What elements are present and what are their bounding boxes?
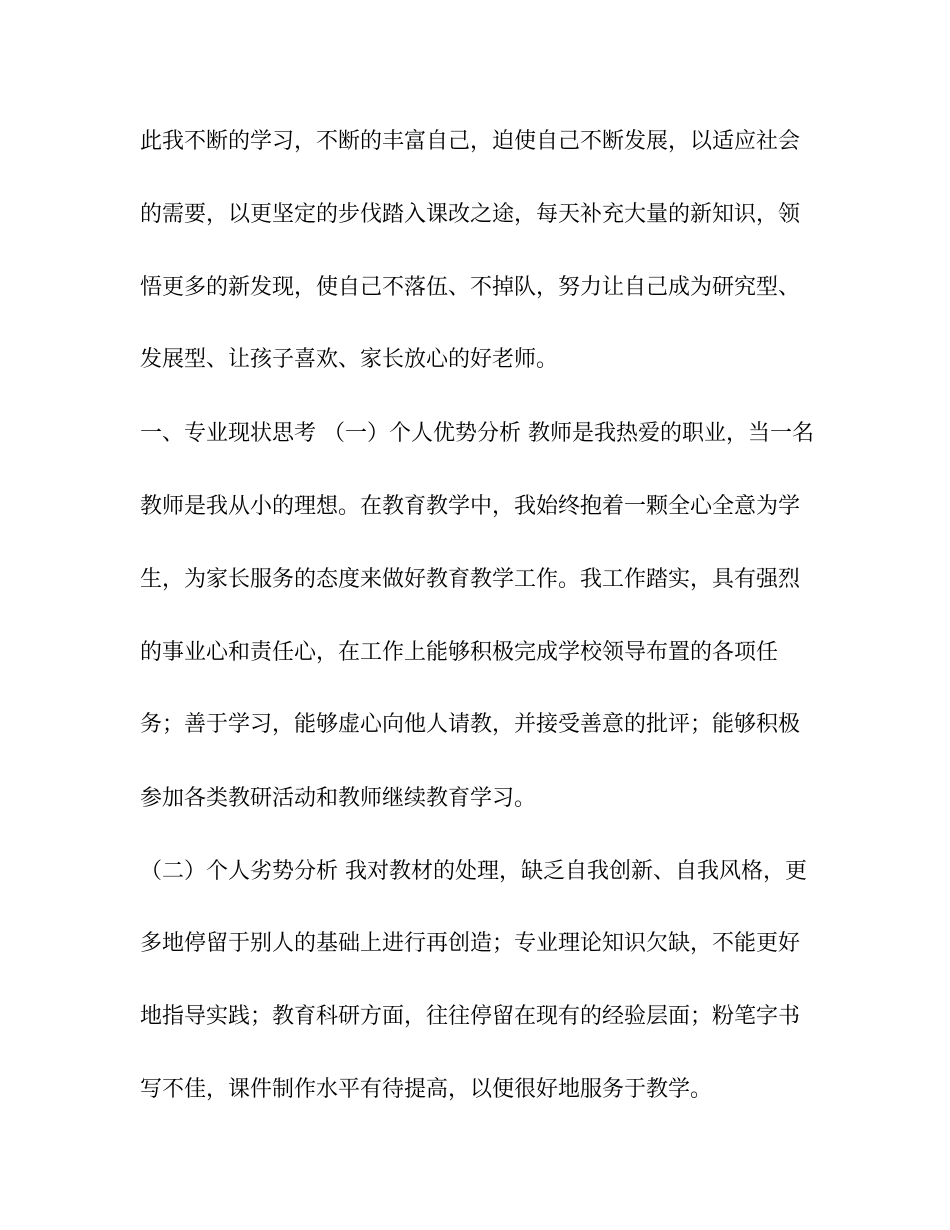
paragraph-1-line-4: 发展型、让孩子喜欢、家长放心的好老师。: [140, 347, 559, 372]
paragraph-3-line-4: 写不佳，课件制作水平有待提高，以便很好地服务于教学。: [140, 1077, 713, 1102]
paragraph-2-line-5: 务；善于学习，能够虚心向他人请教，并接受善意的批评；能够积极: [140, 712, 801, 737]
paragraph-2-line-6: 参加各类教研活动和教师继续教育学习。: [140, 786, 537, 811]
paragraph-3-line-1: （二）个人劣势分析 我对教材的处理，缺乏自我创新、自我风格，更: [140, 859, 807, 884]
paragraph-2-line-2: 教师是我从小的理想。在教育教学中，我始终抱着一颗全心全意为学: [140, 494, 801, 519]
paragraph-2-line-3: 生，为家长服务的态度来做好教育教学工作。我工作踏实，具有强烈: [140, 567, 801, 592]
paragraph-1-line-1: 此我不断的学习，不断的丰富自己，迫使自己不断发展，以适应社会: [140, 129, 801, 154]
paragraph-2-line-1: 一、专业现状思考 （一）个人优势分析 教师是我热爱的职业，当一名: [140, 421, 814, 446]
paragraph-1-line-3: 悟更多的新发现，使自己不落伍、不掉队，努力让自己成为研究型、: [140, 275, 801, 300]
paragraph-3-line-3: 地指导实践；教育科研方面，往往停留在现有的经验层面；粉笔字书: [140, 1004, 801, 1029]
paragraph-3-line-2: 多地停留于别人的基础上进行再创造；专业理论知识欠缺，不能更好: [140, 931, 801, 956]
paragraph-2-line-4: 的事业心和责任心，在工作上能够积极完成学校领导布置的各项任: [140, 640, 779, 665]
paragraph-1-line-2: 的需要，以更坚定的步伐踏入课改之途，每天补充大量的新知识，领: [140, 202, 801, 227]
